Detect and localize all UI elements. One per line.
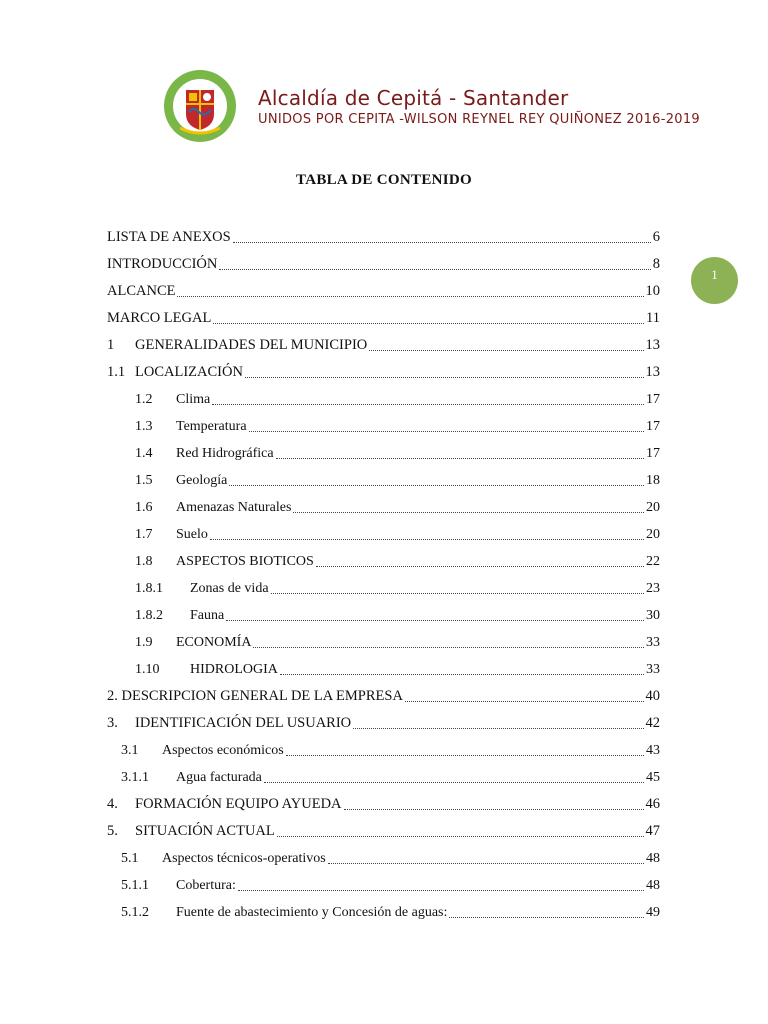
toc-entry-page: 17 — [646, 445, 660, 461]
toc-entry[interactable] — [107, 278, 660, 305]
toc-entry-number: 1.1 — [107, 364, 126, 380]
toc-entry-number: 1.5 — [135, 472, 153, 488]
toc-leader-dots — [316, 565, 644, 567]
toc-entry-label: LISTA DE ANEXOS — [107, 229, 231, 245]
toc-leader-dots — [280, 673, 644, 675]
toc-entry-page: 20 — [646, 526, 660, 542]
toc-entry-number: 5.1.2 — [121, 904, 149, 920]
toc-entry-page: 42 — [645, 715, 660, 731]
toc-entry-number: 1 — [107, 337, 115, 353]
toc-leader-dots — [271, 592, 644, 594]
toc-entry-label: ECONOMÍA — [176, 634, 252, 650]
toc-entry-page: 30 — [646, 607, 660, 623]
toc-entry-label: FORMACIÓN EQUIPO AYUEDA — [135, 796, 342, 812]
toc-entry[interactable] — [107, 629, 660, 656]
toc-entry-label: Geología — [176, 472, 228, 488]
toc-entry-page: 17 — [646, 391, 660, 407]
toc-entry-page: 22 — [646, 553, 660, 569]
toc-entry-label: Agua facturada — [176, 769, 262, 785]
toc-entry-label: Red Hidrográfica — [176, 445, 274, 461]
toc-entry-number: 3. — [107, 715, 118, 731]
toc-leader-dots — [353, 727, 643, 729]
letterhead — [162, 68, 700, 148]
toc-entry-page: 11 — [646, 310, 660, 326]
toc-entry-label: Aspectos técnicos-operativos — [162, 850, 326, 866]
toc-entry-page: 13 — [645, 364, 660, 380]
toc-leader-dots — [369, 349, 643, 351]
toc-leader-dots — [219, 268, 650, 270]
toc-entry-number: 3.1.1 — [121, 769, 149, 785]
toc-entry-number: 1.2 — [135, 391, 153, 407]
toc-entry-label: ALCANCE — [107, 283, 176, 299]
toc-leader-dots — [344, 808, 644, 810]
toc-leader-dots — [249, 430, 644, 432]
toc-leader-dots — [286, 754, 644, 756]
municipal-seal-logo — [162, 68, 238, 144]
toc-entry[interactable] — [107, 521, 660, 548]
toc-leader-dots — [245, 376, 644, 378]
toc-entry-page: 45 — [646, 769, 660, 785]
toc-entry-label: HIDROLOGIA — [190, 661, 278, 677]
toc-entry-page: 23 — [646, 580, 660, 596]
toc-entry-page: 43 — [646, 742, 660, 758]
toc-entry-number: 1.8.2 — [135, 607, 163, 623]
toc-entry-label: Suelo — [176, 526, 208, 542]
toc-leader-dots — [405, 700, 644, 702]
toc-entry-label: MARCO LEGAL — [107, 310, 212, 326]
toc-entry-page: 33 — [646, 634, 660, 650]
toc-entry-page: 49 — [646, 904, 660, 920]
toc-leader-dots — [293, 511, 644, 513]
toc-leader-dots — [229, 484, 644, 486]
toc-leader-dots — [238, 889, 644, 891]
toc-entry-page: 48 — [646, 850, 660, 866]
toc-entry-number: 5.1 — [121, 850, 139, 866]
toc-entry-number: 1.10 — [135, 661, 160, 677]
toc-entry-number: 5.1.1 — [121, 877, 149, 893]
toc-entry[interactable] — [107, 386, 660, 413]
toc-entry[interactable] — [107, 224, 660, 251]
toc-leader-dots — [212, 403, 644, 405]
toc-entry-page: 10 — [645, 283, 660, 299]
toc-entry-label: IDENTIFICACIÓN DEL USUARIO — [135, 715, 352, 731]
toc-entry-number: 3.1 — [121, 742, 139, 758]
toc-entry-page: 20 — [646, 499, 660, 515]
toc-entry-page: 18 — [646, 472, 660, 488]
toc-entry-number: 5. — [107, 823, 118, 839]
toc-entry-label: INTRODUCCIÓN — [107, 256, 218, 272]
toc-entry-page: 40 — [645, 688, 660, 704]
toc-entry-label: Zonas de vida — [190, 580, 269, 596]
toc-leader-dots — [276, 457, 644, 459]
toc-entry[interactable] — [107, 440, 660, 467]
toc-entry-number: 1.7 — [135, 526, 153, 542]
toc-entry[interactable] — [107, 305, 660, 332]
toc-entry[interactable] — [107, 359, 660, 386]
toc-leader-dots — [226, 619, 644, 621]
toc-leader-dots — [177, 295, 643, 297]
letterhead-title: Alcaldía de Cepitá - Santander — [258, 86, 569, 110]
toc-entry-label: 2. DESCRIPCION GENERAL DE LA EMPRESA — [107, 688, 403, 704]
toc-entry[interactable] — [107, 467, 660, 494]
toc-leader-dots — [253, 646, 644, 648]
toc-entry[interactable] — [107, 872, 660, 899]
toc-entry[interactable] — [107, 845, 660, 872]
toc-entry[interactable] — [107, 413, 660, 440]
toc-entry[interactable] — [107, 548, 660, 575]
toc-entry-label: Amenazas Naturales — [176, 499, 292, 515]
document-title: TABLA DE CONTENIDO — [296, 172, 472, 188]
toc-leader-dots — [210, 538, 644, 540]
toc-entry-number: 1.8 — [135, 553, 153, 569]
toc-entry-page: 8 — [652, 256, 660, 272]
toc-entry-label: GENERALIDADES DEL MUNICIPIO — [135, 337, 368, 353]
toc-entry[interactable] — [107, 602, 660, 629]
toc-entry-page: 46 — [645, 796, 660, 812]
toc-entry[interactable] — [107, 899, 660, 926]
toc-entry[interactable] — [107, 683, 660, 710]
toc-entry-number: 1.9 — [135, 634, 153, 650]
toc-entry-number: 4. — [107, 796, 118, 812]
toc-entry[interactable] — [107, 818, 660, 845]
toc-entry[interactable] — [107, 251, 660, 278]
toc-entry[interactable] — [107, 791, 660, 818]
toc-entry-number: 1.6 — [135, 499, 153, 515]
toc-entry-label: ASPECTOS BIOTICOS — [176, 553, 314, 569]
toc-entry-number: 1.8.1 — [135, 580, 163, 596]
toc-entry-page: 13 — [645, 337, 660, 353]
toc-entry[interactable] — [107, 575, 660, 602]
toc-entry-label: Temperatura — [176, 418, 247, 434]
letterhead-subtitle: UNIDOS POR CEPITA -WILSON REYNEL REY QUIÑONEZ 2016-2019 — [258, 112, 700, 127]
table-of-contents — [107, 224, 660, 926]
toc-leader-dots — [277, 835, 644, 837]
toc-entry-page: 17 — [646, 418, 660, 434]
toc-entry-label: Aspectos económicos — [162, 742, 284, 758]
toc-leader-dots — [328, 862, 644, 864]
toc-entry[interactable] — [107, 764, 660, 791]
toc-entry-page: 6 — [652, 229, 660, 245]
toc-entry[interactable] — [107, 656, 660, 683]
toc-leader-dots — [213, 322, 644, 324]
toc-entry[interactable] — [107, 710, 660, 737]
toc-entry-label: LOCALIZACIÓN — [135, 364, 243, 380]
toc-entry-page: 47 — [645, 823, 660, 839]
toc-entry-label: SITUACIÓN ACTUAL — [135, 823, 275, 839]
toc-entry-number: 1.3 — [135, 418, 153, 434]
toc-entry-page: 33 — [646, 661, 660, 677]
toc-leader-dots — [233, 241, 651, 243]
toc-leader-dots — [264, 781, 644, 783]
toc-entry[interactable] — [107, 332, 660, 359]
toc-entry-page: 48 — [646, 877, 660, 893]
toc-entry-number: 1.4 — [135, 445, 153, 461]
toc-entry-label: Clima — [176, 391, 211, 407]
toc-entry-label: Fuente de abastecimiento y Concesión de aguas: — [176, 904, 448, 920]
toc-entry[interactable] — [107, 494, 660, 521]
toc-entry-label: Cobertura: — [176, 877, 236, 893]
toc-entry-label: Fauna — [190, 607, 225, 623]
toc-leader-dots — [449, 916, 644, 918]
page-number-badge: 1 — [691, 257, 738, 304]
toc-entry[interactable] — [107, 737, 660, 764]
